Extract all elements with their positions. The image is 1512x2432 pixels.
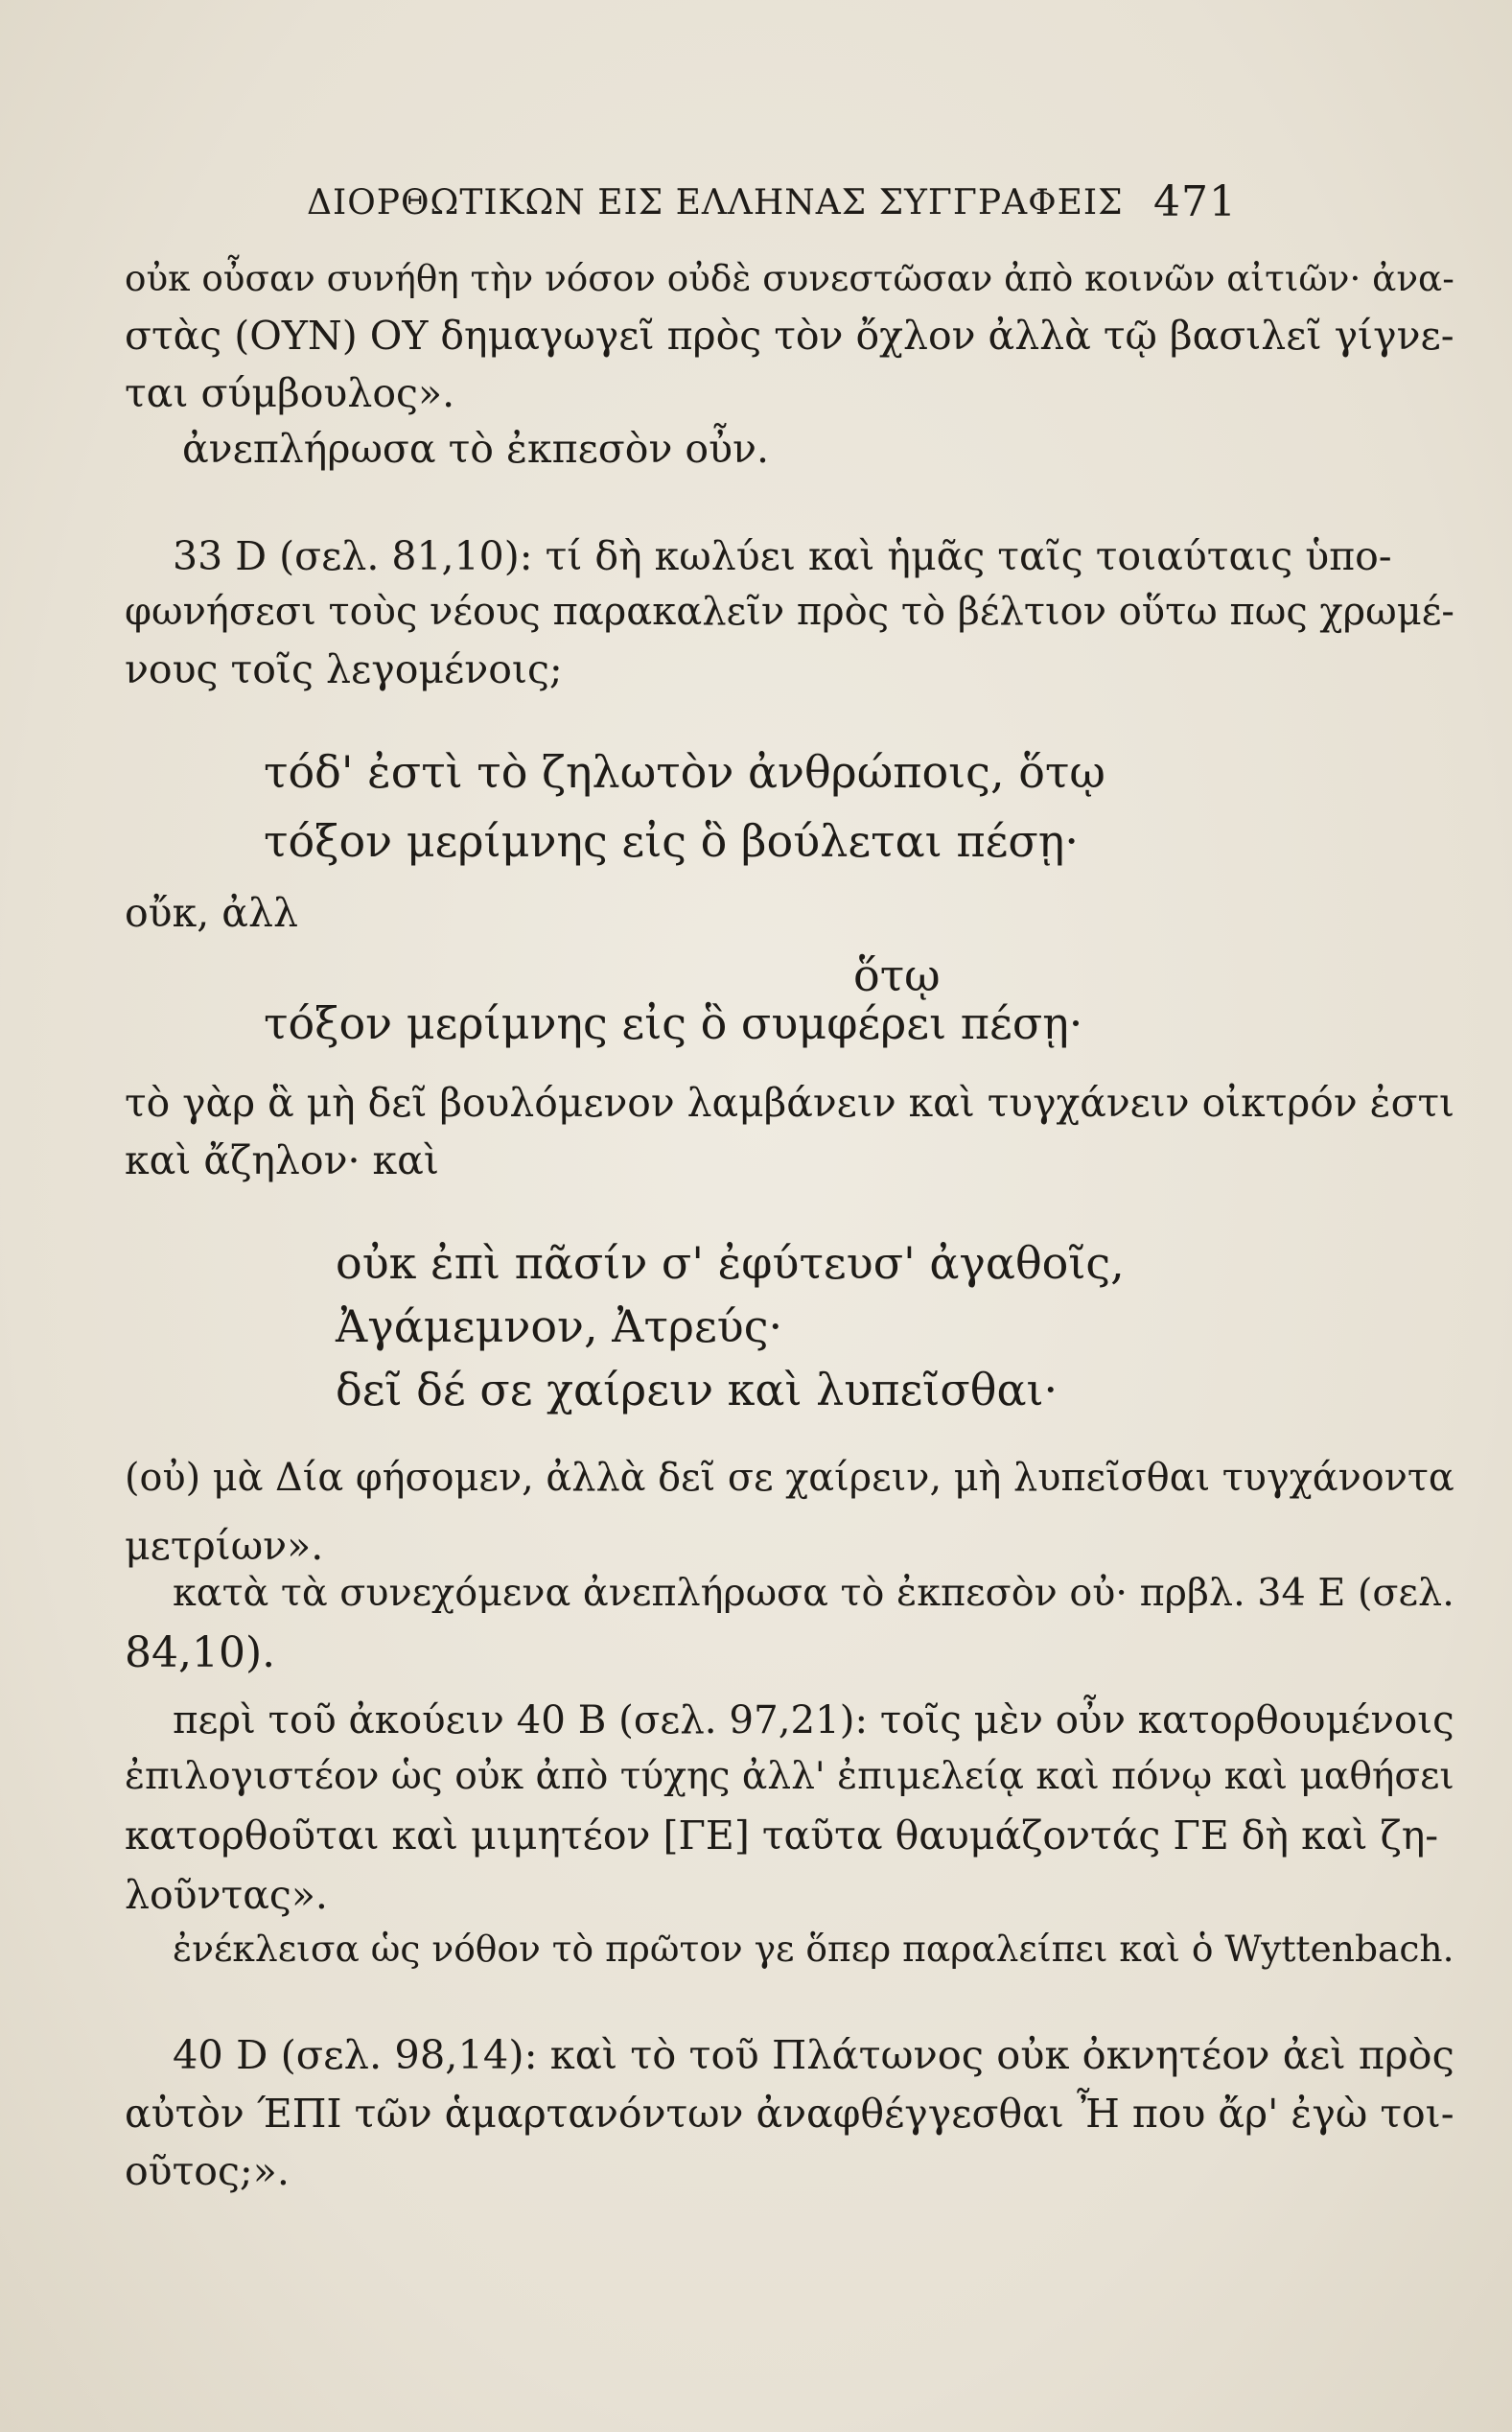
verse-line: οὐκ ἐπὶ πᾶσίν σ' ἐφύτευσ' ἀγαθοῖς, <box>336 1237 1125 1289</box>
text-line: στὰς (ΟΥΝ) ΟΥ δημαγωγεῖ πρὸς τὸν ὄχλον ἀλλὰ τῷ βασιλεῖ γίγνε- <box>125 313 1454 359</box>
text-line: 40 D (σελ. 98,14): καὶ τὸ τοῦ Πλάτωνος οὐκ ὀκνητέον ἀεὶ πρὸς <box>173 2031 1454 2078</box>
text-line: ται σύμβουλος». <box>125 370 455 416</box>
text-line: τὸ γὰρ ἃ μὴ δεῖ βουλόμενον λαμβάνειν καὶ τυγχάνειν οἰκτρόν ἐστι <box>125 1080 1455 1126</box>
text-line: ἐνέκλεισα ὡς νόθον τὸ πρῶτον γε ὅπερ παραλείπει καὶ ὁ Wyttenbach. <box>173 1928 1454 1970</box>
text-line: μετρίων». <box>125 1523 324 1569</box>
text-line: καὶ ἄζηλον· καὶ <box>125 1137 439 1183</box>
text-line: οῦτος;». <box>125 2148 290 2194</box>
text-line: οὔκ, ἀλλ <box>125 890 298 936</box>
text-line: αὐτὸν ΈΠΙ τῶν ἁμαρτανόντων ἀναφθέγγεσθαι Ἦ που ἄρ' ἐγὼ τοι- <box>125 2091 1454 2137</box>
text-line: ἀνεπλήρωσα τὸ ἐκπεσὸν οὖν. <box>182 426 769 472</box>
verse-line: Ἀγάμεμνον, Ἀτρεύς· <box>336 1300 783 1352</box>
text-line: κατορθοῦται καὶ μιμητέον [ΓΕ] ταῦτα θαυμάζοντάς ΓΕ δὴ καὶ ζη- <box>125 1812 1439 1859</box>
verse-line: τόξον μερίμνης εἰς ὃ συμφέρει πέσῃ· <box>264 997 1083 1049</box>
text-line: ἐπιλογιστέον ὡς οὐκ ἀπὸ τύχης ἀλλ' ἐπιμελείᾳ καὶ πόνῳ καὶ μαθήσει <box>125 1755 1454 1798</box>
text-line: κατὰ τὰ συνεχόμενα ἀνεπλήρωσα τὸ ἐκπεσὸν οὐ· πρβλ. 34 Ε (σελ. <box>173 1571 1454 1615</box>
text-line: λοῦντας». <box>125 1872 328 1918</box>
verse-line: τόδ' ἐστὶ τὸ ζηλωτὸν ἀνθρώποις, ὅτῳ <box>264 746 1105 798</box>
verse-line: ὅτῳ <box>853 949 941 1001</box>
text-line: περὶ τοῦ ἀκούειν 40 Β (σελ. 97,21): τοῖς μὲν οὖν κατορθουμένοις <box>173 1697 1454 1742</box>
verse-line: δεῖ δέ σε χαίρειν καὶ λυπεῖσθαι· <box>336 1364 1058 1415</box>
text-line: 33 D (σελ. 81,10): τί δὴ κωλύει καὶ ἡμᾶς ταῖς τοιαύταις ὑπο- <box>173 533 1392 579</box>
text-line: φωνήσεσι τοὺς νέους παρακαλεῖν πρὸς τὸ βέλτιον οὕτω πως χρωμέ- <box>125 590 1454 634</box>
page-number: 471 <box>1153 177 1237 226</box>
text-line: 84,10). <box>125 1628 276 1677</box>
text-line: νους τοῖς λεγομένοις; <box>125 646 563 692</box>
verse-line: τόξον μερίμνης εἰς ὃ βούλεται πέσῃ· <box>264 815 1079 867</box>
text-line: οὐκ οὖσαν συνήθη τὴν νόσον οὐδὲ συνεστῶσαν ἀπὸ κοινῶν αἰτιῶν· ἀνα- <box>125 257 1454 299</box>
running-title: ΔΙΟΡΘΩΤΙΚΩΝ ΕΙΣ ΕΛΛΗΝΑΣ ΣΥΓΓΡΑΦΕΙΣ <box>307 183 1124 222</box>
text-line: (οὐ) μὰ Δία φήσομεν, ἀλλὰ δεῖ σε χαίρειν, μὴ λυπεῖσθαι τυγχάνοντα <box>125 1456 1454 1500</box>
